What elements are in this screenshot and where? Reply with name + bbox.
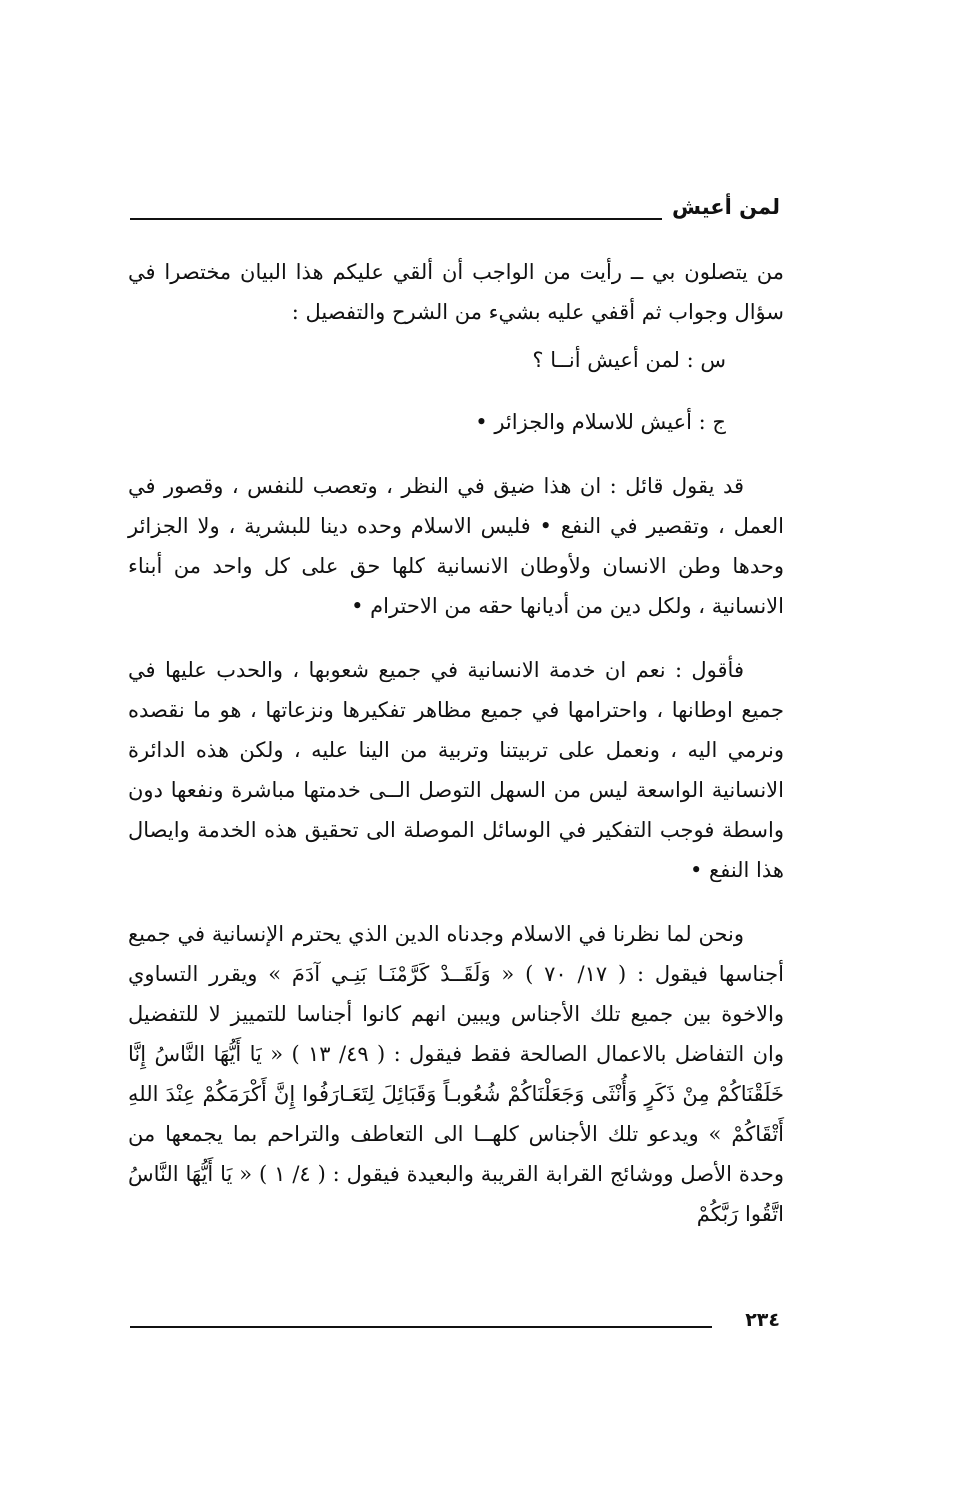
page-footer: [130, 1306, 780, 1340]
paragraph-islam: ونحن لما نظرنا في الاسلام وجدناه الدين الذي يحترم الإنسانية في جميع أجناسها فيقول : ( ١٧/ ٧٠ ) « وَلَقَــدْ كَرَّمْنَـا بَنِـي آدَمَ » ويقرر التساوي والاخوة بين جميع تلك الأجناس ويبين انهم كانوا أجناسا للتمييز لا للتفضيل وان التفاضل بالاعمال الصالحة فقط فيقول : ( ٤٩/ ١٣ ) « يَا أَيُّهَا النَّاسُ إِنَّا خَلَقْنَاكُمْ مِنْ ذَكَرٍ وَأُنْثَى وَجَعَلْنَاكُمْ شُعُوبـاً وَقَبَائِلَ لِتَعَـارَفُوا إِنَّ أَكْرَمَكُمْ عِنْدَ اللهِ أَتْقَاكُمْ » ويدعو تلك الأجناس كلهــا الى التعاطف والتراحم بما يجمعها من وحدة الأصل ووشائج القرابة القريبة والبعيدة فيقول : ( ٤/ ١ ) « يَا أَيُّهَا النَّاسُ اتَّقُوا رَبَّكُمْ: [128, 922, 784, 1226]
question-line: س : لمن أعيش أنــا ؟: [532, 348, 726, 372]
body-text: [128, 252, 784, 1234]
page-number: ٢٣٤: [745, 1309, 780, 1331]
header-title: لمن أعيش: [672, 195, 780, 219]
running-header: [130, 192, 780, 226]
paragraph-reply: فأقول : نعم ان خدمة الانسانية في جميع شعوبها ، والحدب عليها في جميع اوطانها ، واحترامها في جميع مظاهر تفكيرها ونزعاتها ، هو ما نقصده ونرمي اليه ، ونعمل على تربيتنا وتربية من الينا عليه ، ولكن هذه الدائرة الانسانية الواسعة ليس من السهل التوصل الــى خدمتها مباشرة ونفعها دون واسطة فوجب التفكير في الوسائل الموصلة الى تحقيق هذه الخدمة وايصال هذا النفع •: [128, 658, 784, 882]
intro-paragraph: من يتصلون بي ــ رأيت من الواجب أن ألقي عليكم هذا البيان مختصرا في سؤال وجواب ثم أقفي عليه بشيء من الشرح والتفصيل :: [128, 260, 784, 324]
header-rule: [130, 218, 662, 220]
paragraph-objection: قد يقول قائل : ان هذا ضيق في النظر ، وتعصب للنفس ، وقصور في العمل ، وتقصير في النفع • فليس الاسلام وحده دينا للبشرية ، ولا الجزائر وحدها وطن الانسان ولأوطان الانسانية كلها حق على كل واحد من أبناء الانسانية ، ولكل دين من أديانها حقه من الاحترام •: [128, 474, 784, 618]
footer-rule: [130, 1326, 712, 1328]
answer-line: ج : أعيش للاسلام والجزائر •: [475, 410, 726, 434]
